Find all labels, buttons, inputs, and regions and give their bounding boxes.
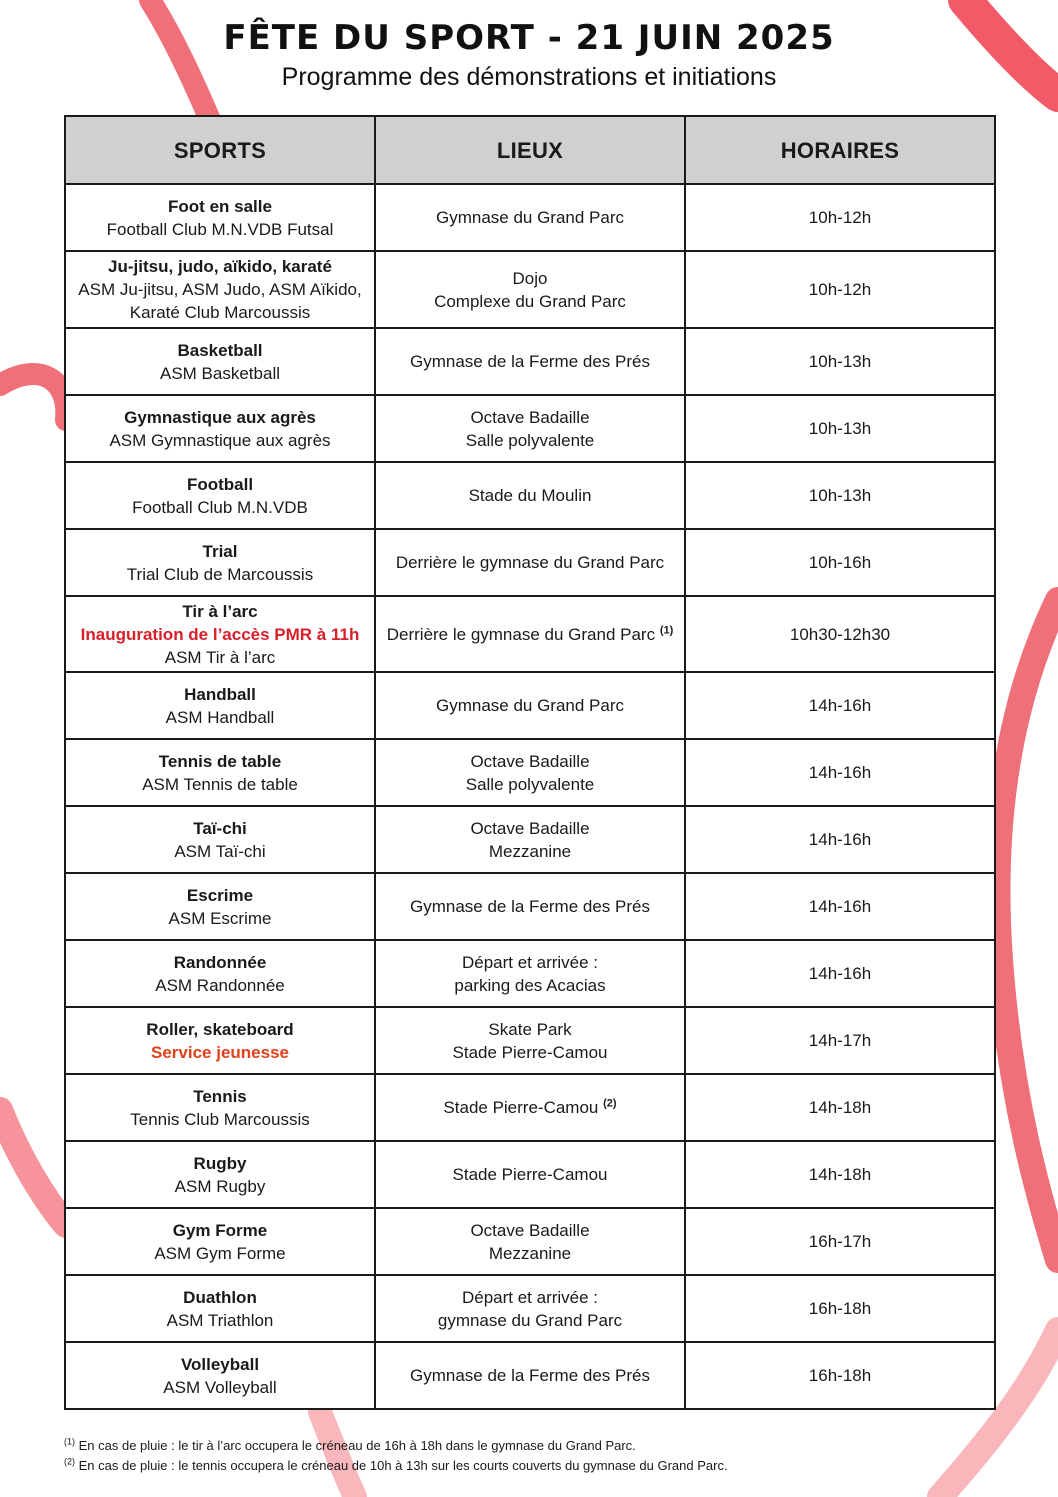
table-row <box>65 1342 995 1409</box>
lieu-cell <box>375 1342 685 1409</box>
sport-cell <box>65 251 375 328</box>
sport-cell <box>65 1074 375 1141</box>
sport-note: Service jeunesse <box>151 1042 289 1062</box>
lieu-line: Octave Badaille <box>470 407 590 427</box>
lieu-line: Salle polyvalente <box>465 774 595 794</box>
lieu-line: Départ et arrivée : <box>461 952 599 972</box>
sport-name: Trial <box>202 541 238 561</box>
horaire-cell: 10h30-12h30 <box>685 596 995 672</box>
table-row <box>65 1141 995 1208</box>
lieu-line: Mezzanine <box>488 841 572 861</box>
lieu-cell <box>375 462 685 529</box>
lieu-cell <box>375 251 685 328</box>
horaire-cell: 14h-16h <box>685 739 995 806</box>
sport-cell <box>65 873 375 940</box>
sport-club: ASM Randonnée <box>155 975 285 995</box>
lieu-cell <box>375 806 685 873</box>
horaire-cell: 10h-13h <box>685 462 995 529</box>
sport-cell <box>65 739 375 806</box>
sport-name: Randonnée <box>173 952 267 972</box>
sport-cell <box>65 1208 375 1275</box>
horaire-cell: 10h-12h <box>685 251 995 328</box>
sport-name: Roller, skateboard <box>146 1019 294 1039</box>
sport-club: ASM Triathlon <box>166 1310 274 1330</box>
lieu-cell <box>375 1141 685 1208</box>
lieu-cell <box>375 1208 685 1275</box>
footnote-2 <box>64 1456 994 1476</box>
sport-club: ASM Volleyball <box>163 1377 277 1397</box>
sport-cell <box>65 395 375 462</box>
sport-cell <box>65 328 375 395</box>
lieu-line: Complexe du Grand Parc <box>434 291 626 311</box>
sport-club: ASM Gymnastique aux agrès <box>109 430 331 450</box>
sport-club: Trial Club de Marcoussis <box>126 564 314 584</box>
table-row <box>65 873 995 940</box>
footnote-mark: (1) <box>64 1436 75 1447</box>
sport-name: Rugby <box>193 1153 247 1173</box>
sport-club: Football Club M.N.VDB Futsal <box>106 219 334 239</box>
lieu-line: Octave Badaille <box>470 818 590 838</box>
table-row <box>65 395 995 462</box>
footnote-text: En cas de pluie : le tennis occupera le créneau de 10h à 13h sur les courts couverts du gymnase du Grand Parc. <box>78 1458 728 1473</box>
sport-name: Football <box>186 474 254 494</box>
table-row <box>65 806 995 873</box>
lieu-line: Stade Pierre-Camou <box>452 1165 608 1184</box>
sport-name: Ju-jitsu, judo, aïkido, karaté <box>108 257 332 276</box>
sport-name: Taï-chi <box>193 818 247 838</box>
sport-name: Tennis de table <box>158 751 282 771</box>
header-sports: SPORTS <box>65 116 375 184</box>
lieu-cell <box>375 328 685 395</box>
sport-cell <box>65 462 375 529</box>
lieu-cell <box>375 1007 685 1074</box>
sport-cell <box>65 1141 375 1208</box>
lieu-line: Gymnase du Grand Parc <box>435 208 625 227</box>
lieu-line: Gymnase de la Ferme des Prés <box>410 897 650 916</box>
table-row <box>65 251 995 328</box>
lieu-line: parking des Acacias <box>454 975 606 995</box>
sport-cell <box>65 1342 375 1409</box>
horaire-cell: 14h-16h <box>685 672 995 739</box>
table-row <box>65 1275 995 1342</box>
header-horaires: HORAIRES <box>685 116 995 184</box>
schedule-table <box>64 115 996 1410</box>
sport-cell <box>65 806 375 873</box>
lieu-cell <box>375 529 685 596</box>
table-row <box>65 596 995 672</box>
table-row <box>65 672 995 739</box>
horaire-cell: 14h-18h <box>685 1074 995 1141</box>
horaire-cell: 14h-18h <box>685 1141 995 1208</box>
lieu-line: Stade Pierre-Camou <box>443 1098 599 1117</box>
sport-name: Gymnastique aux agrès <box>124 407 316 427</box>
lieu-cell <box>375 395 685 462</box>
sport-cell <box>65 184 375 251</box>
sport-club: ASM Escrime <box>168 908 272 928</box>
sport-club: ASM Rugby <box>174 1176 266 1196</box>
table-row <box>65 940 995 1007</box>
horaire-cell: 14h-17h <box>685 1007 995 1074</box>
lieu-line: Stade Pierre-Camou <box>452 1042 608 1062</box>
lieu-cell <box>375 596 685 672</box>
sport-club: ASM Tennis de table <box>142 774 298 794</box>
footnote-mark: (2) <box>64 1456 75 1467</box>
ribbon-left <box>0 374 66 420</box>
sport-club: ASM Basketball <box>160 363 280 383</box>
footnote-ref: (2) <box>603 1097 617 1110</box>
header-lieux: LIEUX <box>375 116 685 184</box>
sport-name: Volleyball <box>180 1354 260 1374</box>
horaire-cell: 10h-16h <box>685 529 995 596</box>
lieu-cell <box>375 184 685 251</box>
lieu-line: Mezzanine <box>488 1243 572 1263</box>
sport-club: Football Club M.N.VDB <box>132 497 308 517</box>
sport-name: Escrime <box>186 885 254 905</box>
table-row <box>65 462 995 529</box>
horaire-cell: 16h-18h <box>685 1342 995 1409</box>
lieu-line: Skate Park <box>488 1019 572 1039</box>
sport-club: ASM Handball <box>165 707 275 727</box>
lieu-line: Salle polyvalente <box>465 430 595 450</box>
horaire-cell: 14h-16h <box>685 873 995 940</box>
table-header-row <box>65 116 995 184</box>
table-row <box>65 184 995 251</box>
sport-cell <box>65 529 375 596</box>
lieu-cell <box>375 739 685 806</box>
ribbon-left-lower <box>0 1110 66 1225</box>
footnote-1 <box>64 1436 994 1456</box>
horaire-cell: 14h-16h <box>685 806 995 873</box>
horaire-cell: 14h-16h <box>685 940 995 1007</box>
sport-club: ASM Gym Forme <box>154 1243 286 1263</box>
lieu-line: Stade du Moulin <box>468 486 592 505</box>
sport-name: Tir à l’arc <box>182 601 258 621</box>
sport-note: Inauguration de l’accès PMR à 11h <box>80 624 360 644</box>
horaire-cell: 10h-13h <box>685 395 995 462</box>
table-row <box>65 1208 995 1275</box>
sport-cell <box>65 596 375 672</box>
sport-club: ASM Taï-chi <box>174 841 266 861</box>
lieu-line: Gymnase du Grand Parc <box>435 696 625 715</box>
horaire-cell: 10h-12h <box>685 184 995 251</box>
lieu-cell <box>375 1275 685 1342</box>
sport-club: Tennis Club Marcoussis <box>130 1109 310 1129</box>
lieu-cell <box>375 672 685 739</box>
lieu-line: Gymnase de la Ferme des Prés <box>410 352 650 371</box>
footnote-text: En cas de pluie : le tir à l’arc occupera le créneau de 16h à 18h dans le gymnase du Grand Parc. <box>78 1438 636 1453</box>
sport-name: Tennis <box>193 1086 247 1106</box>
horaire-cell: 10h-13h <box>685 328 995 395</box>
sport-name: Basketball <box>177 340 263 360</box>
horaire-cell: 16h-18h <box>685 1275 995 1342</box>
sport-name: Foot en salle <box>168 196 272 216</box>
lieu-line: gymnase du Grand Parc <box>437 1310 623 1330</box>
lieu-line: Octave Badaille <box>470 751 590 771</box>
sport-club-line2: Karaté Club Marcoussis <box>129 303 311 322</box>
lieu-line: Derrière le gymnase du Grand Parc <box>386 624 656 644</box>
sport-cell <box>65 940 375 1007</box>
lieu-line: Gymnase de la Ferme des Prés <box>410 1366 650 1385</box>
sport-cell <box>65 1275 375 1342</box>
table-row <box>65 1007 995 1074</box>
sport-name: Handball <box>184 684 256 704</box>
ribbon-right <box>997 600 1058 1260</box>
lieu-cell <box>375 1074 685 1141</box>
lieu-cell <box>375 873 685 940</box>
sport-club: ASM Tir à l’arc <box>164 647 276 667</box>
table-row <box>65 739 995 806</box>
page-subtitle: Programme des démonstrations et initiations <box>281 63 777 91</box>
sport-name: Duathlon <box>183 1287 257 1307</box>
lieu-line: Départ et arrivée : <box>461 1287 599 1307</box>
sport-cell <box>65 1007 375 1074</box>
footnote-ref: (1) <box>659 623 674 636</box>
lieu-line: Octave Badaille <box>470 1220 590 1240</box>
sport-name: Gym Forme <box>172 1220 268 1240</box>
page-title: FÊTE DU SPORT - 21 JUIN 2025 <box>223 18 835 58</box>
sport-club: ASM Ju-jitsu, ASM Judo, ASM Aïkido, <box>78 280 362 299</box>
horaire-cell: 16h-17h <box>685 1208 995 1275</box>
sport-cell <box>65 672 375 739</box>
table-row <box>65 1074 995 1141</box>
footnotes <box>64 1436 994 1476</box>
table-row <box>65 529 995 596</box>
lieu-line: Derrière le gymnase du Grand Parc <box>395 553 665 572</box>
table-row <box>65 328 995 395</box>
lieu-cell <box>375 940 685 1007</box>
lieu-line: Dojo <box>512 268 548 288</box>
